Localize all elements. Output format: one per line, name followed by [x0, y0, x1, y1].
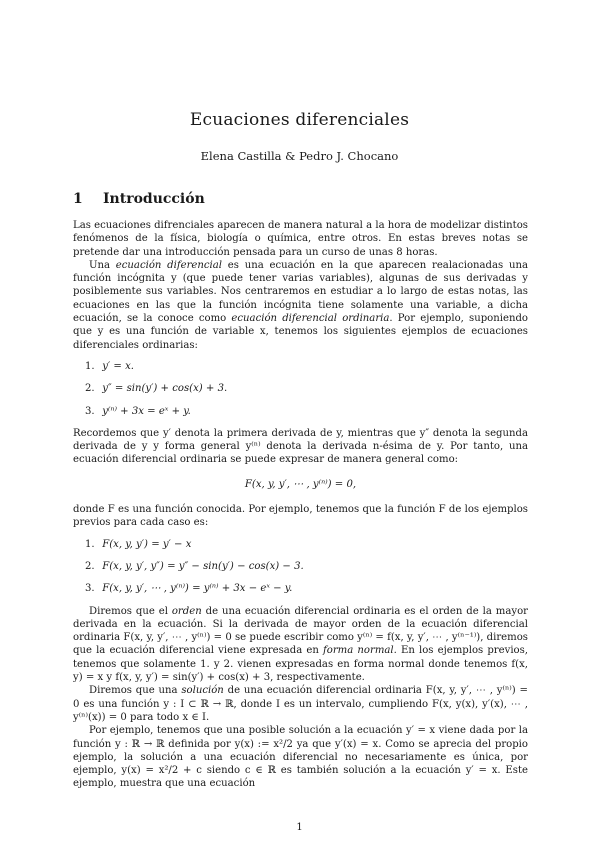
general-form-equation: F(x, y, y′, ⋯ , y⁽ⁿ⁾) = 0, — [244, 478, 357, 490]
paragraph-solution: Diremos que una solución de una ecuación diferencial ordinaria F(x, y, y′, ⋯ , y⁽ⁿ⁾) = 0 es una función y : I ⊂ ℝ → ℝ, donde I es un intervalo, cumpliendo F(x, y(x), y′(x), ⋯ , y⁽ⁿ⁾(x)) = 0 para todo x ∈ I. — [73, 685, 528, 723]
functions-list — [73, 538, 528, 596]
paragraph-order: Diremos que el orden de una ecuación diferencial ordinaria es el orden de la mayor derivada en la ecuación. Si la derivada de mayor orden de la ecuación diferencial ordinaria F(x, y, y′, ⋯ , y⁽ⁿ⁾) = 0 se puede escribir como y⁽ⁿ⁾ = f(x, y, y′, ⋯ , y⁽ⁿ⁻¹⁾), diremos que la ecuación diferencial viene expresada en forma normal. En los ejemplos previos, tenemos que solamente 1. y 2. vienen expresadas en forma normal donde tenemos f(x, y) = x y f(x, y, y′) = sin(y′) + cos(x) + 3, respectivamente. — [73, 605, 529, 684]
list-item: 3. F(x, y, y′, ⋯ , y⁽ⁿ⁾) = y⁽ⁿ⁾ + 3x − eˣ − y. — [85, 583, 293, 595]
list-item: 2. y″ = sin(y′) + cos(x) + 3. — [85, 383, 228, 395]
examples-list — [73, 360, 528, 418]
paragraph-definition: Una ecuación diferencial es una ecuación en la que aparecen realacionadas una función incógnita y (que puede tener varias variables), algunas de sus derivadas y posiblemente sus variables. Nos centraremos en estudiar a lo largo de estas notas, las ecuaciones en las que la función incógnita tiene solamente una variable, a dicha ecuación, se la conoce como ecuación diferencial ordinaria. Por ejemplo, suponiendo que y es una función de variable x, tenemos los siguientes ejemplos de ecuaciones diferenciales ordinarias: — [73, 259, 529, 351]
section-number: 1 — [73, 191, 83, 207]
document-title: Ecuaciones diferenciales — [189, 110, 410, 130]
section-heading — [73, 191, 205, 207]
paragraph-known-function: donde F es una función conocida. Por ejemplo, tenemos que la función F de los ejemplos previos para cada caso es: — [73, 504, 528, 529]
list-item: 2. F(x, y, y′, y″) = y″ − sin(y′) − cos(x) − 3. — [85, 560, 304, 572]
paragraph-notation: Recordemos que y′ denota la primera derivada de y, mientras que y″ denota la segunda derivada de y y forma general y⁽ⁿ⁾ denota la derivada n-ésima de y. Por tanto, una ecuación diferencial ordinaria se puede expresar de manera general como: — [73, 427, 528, 466]
page-number: 1 — [296, 822, 303, 833]
paragraph-intro: Las ecuaciones difrenciales aparecen de manera natural a la hora de modelizar distintos fenómenos de la física, biología o química, entre otros. En estas breves notas se pretende dar una introducción pensada para un curso de unas 8 horas. — [73, 220, 528, 258]
list-item: 1. F(x, y, y′) = y′ − x — [85, 538, 192, 550]
section-title: Introducción — [103, 191, 205, 207]
body-text — [73, 219, 528, 791]
paragraph-example-solution: Por ejemplo, tenemos que una posible solución a la ecuación y′ = x viene dada por la función y : ℝ → ℝ definida por y(x) := x²/2 ya que y′(x) = x. Como se aprecia del propio ejemplo, la solución a una ecuación diferencial no necesariamente es única, por ejemplo, y(x) = x²/2 + c siendo c ∈ ℝ es también solución a la ecuación y′ = x. Este ejemplo, muestra que una ecuación — [73, 725, 528, 790]
list-item: 3. y⁽ⁿ⁾ + 3x = eˣ + y. — [85, 405, 191, 417]
list-item: 1. y′ = x. — [85, 360, 134, 372]
authors: Elena Castilla & Pedro J. Chocano — [200, 149, 399, 163]
